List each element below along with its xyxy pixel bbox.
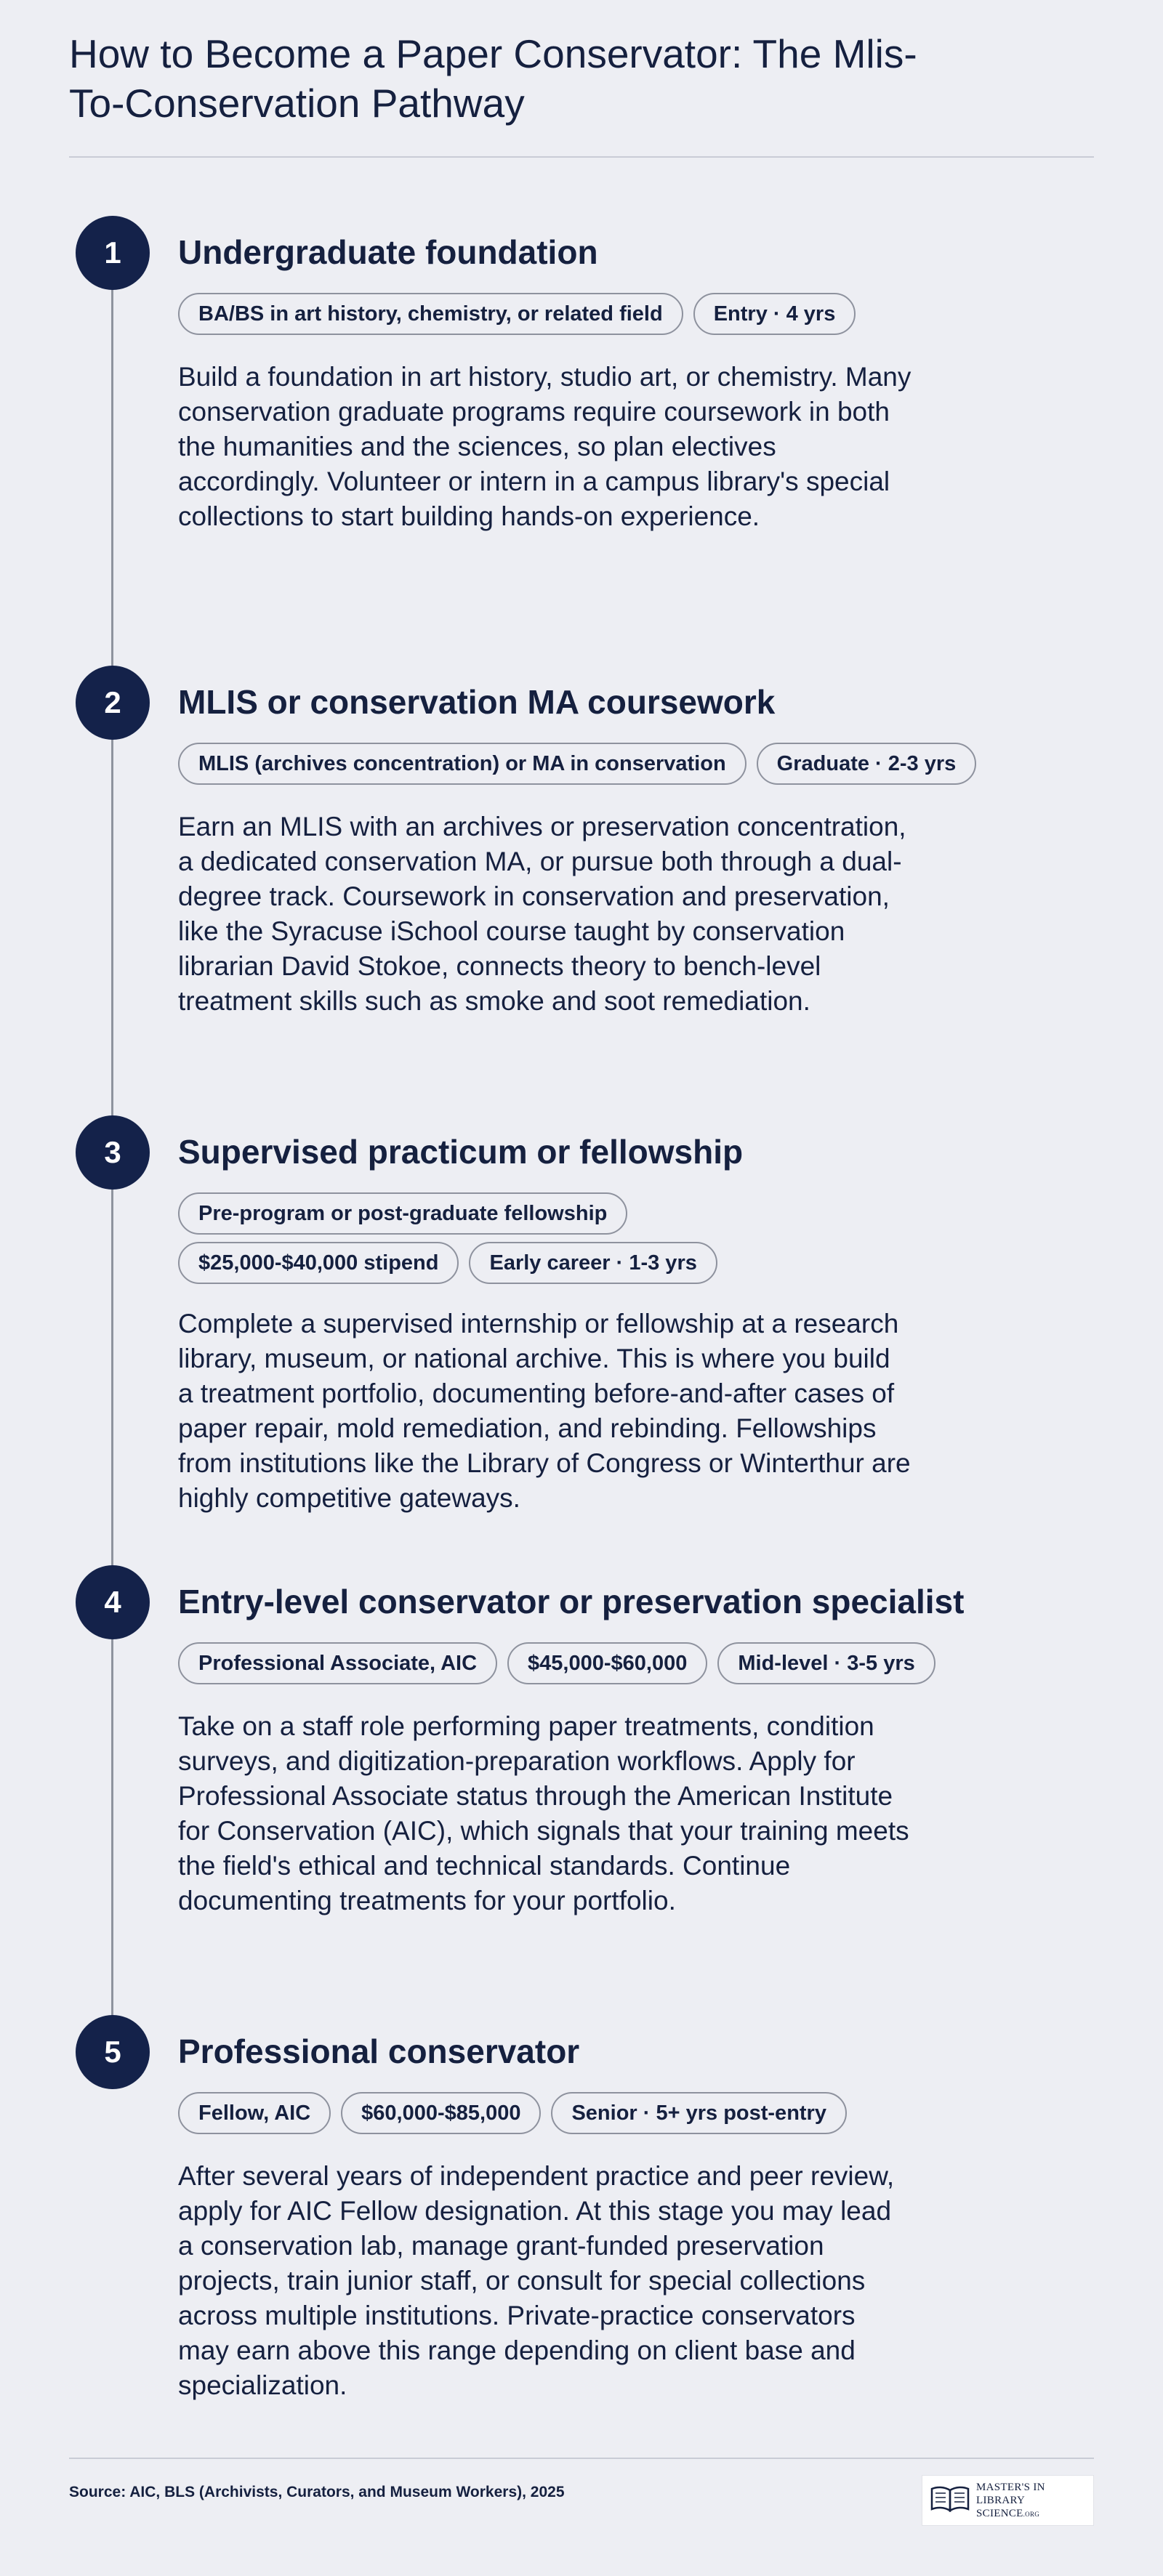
logo-line-2: LIBRARY SCIENCE bbox=[976, 2494, 1025, 2519]
step-description: Complete a supervised internship or fellowship at a research library, museum, or national archive. This is where you build a treatment portfolio, documenting before-and-after cases of paper repair, mold remediation, and rebinding. Fellowships from institutions like the Library of Congress or Winterthur are highly competitive gateways. bbox=[178, 1309, 911, 1513]
logo-line-1: MASTER'S IN bbox=[976, 2481, 1045, 2493]
career-stage-tag: Early career · 1-3 yrs bbox=[469, 1242, 717, 1284]
brand-logo bbox=[922, 2475, 1094, 2526]
step-title: MLIS or conservation MA coursework bbox=[178, 683, 776, 721]
career-stage-tag: Senior · 5+ yrs post-entry bbox=[551, 2092, 847, 2134]
source-note: Source: AIC, BLS (Archivists, Curators, and Museum Workers), 2025 bbox=[69, 2484, 565, 2500]
step-number-badge: 1 bbox=[76, 216, 150, 290]
salary-tag: $60,000-$85,000 bbox=[341, 2092, 541, 2134]
credential-tag: Professional Associate, AIC bbox=[178, 1642, 497, 1684]
logo-wordmark bbox=[976, 2481, 1086, 2521]
step-description: Earn an MLIS with an archives or preservation concentration, a dedicated conservation MA, or pursue both through a dual-degree track. Coursework in conservation and preservation, like the Syracuse iSchool course taught by conservation librarian David Stokoe, connects theory to bench-level treatment skills such as smoke and soot remediation. bbox=[178, 812, 906, 1016]
page-title: How to Become a Paper Conservator: The Mlis-To-Conservation Pathway bbox=[69, 31, 917, 126]
credential-tag: MLIS (archives concentration) or MA in conservation bbox=[178, 743, 747, 785]
header-divider bbox=[69, 156, 1094, 158]
step-description: Build a foundation in art history, studio art, or chemistry. Many conservation graduate programs require coursework in both the humanities and the sciences, so plan electives accordingly. Volunteer or intern in a campus library's special collections to start building hands-on experience. bbox=[178, 362, 912, 531]
step-tags bbox=[178, 2092, 1087, 2134]
step-title: Professional conservator bbox=[178, 2032, 580, 2070]
step-tags bbox=[178, 743, 1087, 785]
step-tags bbox=[178, 293, 1087, 335]
step-title: Supervised practicum or fellowship bbox=[178, 1133, 744, 1171]
career-stage-tag: Entry · 4 yrs bbox=[693, 293, 856, 335]
step-number-badge: 4 bbox=[76, 1565, 150, 1639]
step-number-badge: 5 bbox=[76, 2015, 150, 2089]
footer-divider bbox=[69, 2458, 1094, 2459]
step-number-badge: 3 bbox=[76, 1115, 150, 1190]
credential-tag: BA/BS in art history, chemistry, or related field bbox=[178, 293, 683, 335]
step-tags bbox=[178, 1192, 818, 1284]
step-number-badge: 2 bbox=[76, 666, 150, 740]
credential-tag: Pre-program or post-graduate fellowship bbox=[178, 1192, 627, 1235]
step-description: After several years of independent practice and peer review, apply for AIC Fellow designation. At this stage you may lead a conservation lab, manage grant-funded preservation projects, train junior staff, or consult for special collections across multiple institutions. Private-practice conservators may earn above this range depending on client base and specialization. bbox=[178, 2161, 895, 2400]
step-tags bbox=[178, 1642, 1087, 1684]
career-stage-tag: Mid-level · 3-5 yrs bbox=[717, 1642, 935, 1684]
step-title: Undergraduate foundation bbox=[178, 233, 598, 271]
logo-suffix: .ORG bbox=[1023, 2510, 1040, 2518]
open-book-icon bbox=[930, 2484, 970, 2517]
credential-tag: Fellow, AIC bbox=[178, 2092, 331, 2134]
step-title: Entry-level conservator or preservation specialist bbox=[178, 1583, 965, 1620]
salary-tag: $45,000-$60,000 bbox=[507, 1642, 707, 1684]
salary-tag: $25,000-$40,000 stipend bbox=[178, 1242, 459, 1284]
step-description: Take on a staff role performing paper treatments, condition surveys, and digitization-preparation workflows. Apply for Professional Associate status through the American Institute for Conservation (AIC), which signals that your training meets the field's ethical and technical standards. Continue documenting treatments for your portfolio. bbox=[178, 1711, 909, 1915]
career-stage-tag: Graduate · 2-3 yrs bbox=[757, 743, 977, 785]
